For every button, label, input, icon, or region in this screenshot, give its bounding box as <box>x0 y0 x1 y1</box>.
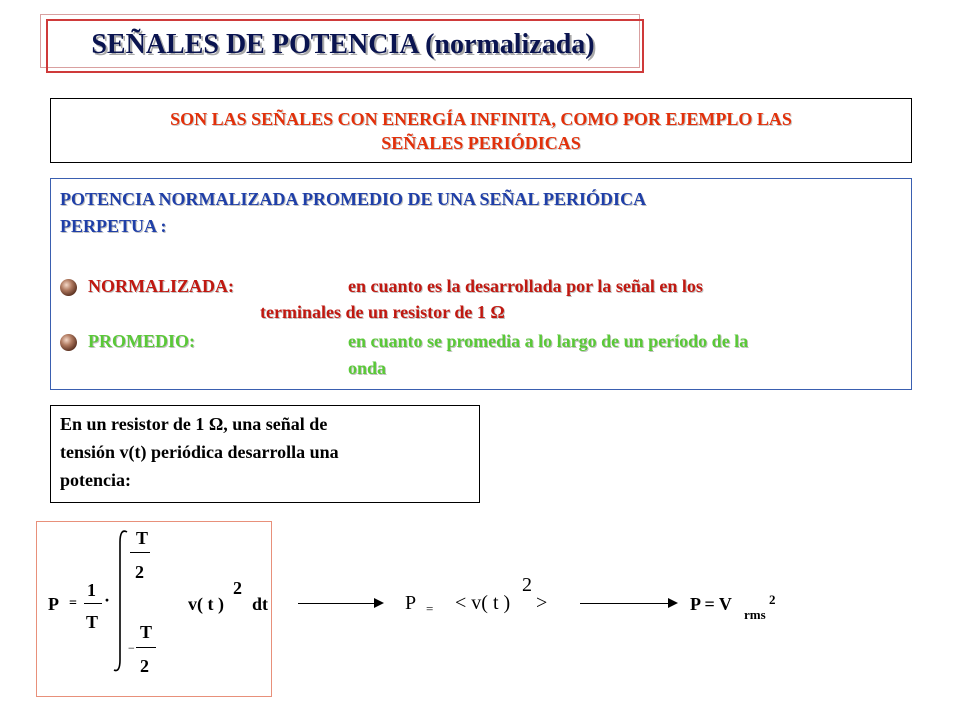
arrow-right-icon <box>374 598 384 608</box>
upper-limit-numerator: T <box>136 528 149 548</box>
avg-close: > <box>536 592 548 614</box>
arrow-line <box>298 603 376 604</box>
term-normalizada: NORMALIZADA: <box>88 276 234 296</box>
power-heading-line-1: POTENCIA NORMALIZADA PROMEDIO DE UNA SEÑAL PERIÓDICA <box>60 189 647 209</box>
desc-promedio-line-1: en cuanto se promedia a lo largo de un período de la <box>348 331 749 351</box>
bullet-icon <box>60 334 77 351</box>
power-heading-line-2: PERPETUA : <box>60 216 167 236</box>
formula-numerator: 1 <box>87 580 96 600</box>
formula-P: P <box>48 594 59 614</box>
definition-line-2: SEÑALES PERIÓDICAS <box>381 132 581 153</box>
differential: dt <box>252 594 269 614</box>
power-heading <box>60 186 880 240</box>
page-title: SEÑALES DE POTENCIA (normalizada) <box>91 29 595 60</box>
avg-expression: < v( t ) <box>455 592 511 614</box>
lower-limit-bar <box>136 647 156 648</box>
term-promedio: PROMEDIO: <box>88 331 195 351</box>
desc-normalizada-line-1: en cuanto es la desarrollada por la señal en los <box>348 276 703 296</box>
definition-line-1: SON LAS SEÑALES CON ENERGÍA INFINITA, COMO POR EJEMPLO LAS <box>170 108 792 129</box>
resistor-note-line-2: tensión v(t) periódica desarrolla una <box>60 442 339 462</box>
lower-limit-minus: − <box>128 641 135 655</box>
fraction-bar <box>84 603 102 604</box>
resistor-note-line-1: En un resistor de 1 Ω, una señal de <box>60 414 328 434</box>
result-expression: P = V <box>690 594 732 614</box>
formula-equals: = <box>69 596 77 611</box>
desc-normalizada-line-2: terminales de un resistor de 1 Ω <box>260 302 505 322</box>
arrow-line <box>580 603 670 604</box>
avg-power: 2 <box>522 574 532 596</box>
definition-text <box>81 107 881 155</box>
arrow-right-icon <box>668 598 678 608</box>
result-superscript: 2 <box>769 592 776 607</box>
avg-P: P <box>405 592 417 614</box>
resistor-note-line-3: potencia: <box>60 470 131 490</box>
lower-limit-denominator: 2 <box>140 656 149 676</box>
bullet-icon <box>60 279 77 296</box>
integrand: v( t ) <box>188 594 224 614</box>
definition-box <box>50 98 912 163</box>
lower-limit-numerator: T <box>140 622 153 642</box>
result-subscript: rms <box>744 607 766 622</box>
resistor-note-text <box>60 410 470 494</box>
formula-dot: · <box>104 590 111 610</box>
upper-limit-denominator: 2 <box>135 562 144 582</box>
avg-equals: = <box>426 601 434 616</box>
desc-promedio-line-2: onda <box>348 358 387 378</box>
integrand-power: 2 <box>233 578 242 598</box>
upper-limit-bar <box>130 552 150 553</box>
formula-denominator: T <box>86 612 99 632</box>
